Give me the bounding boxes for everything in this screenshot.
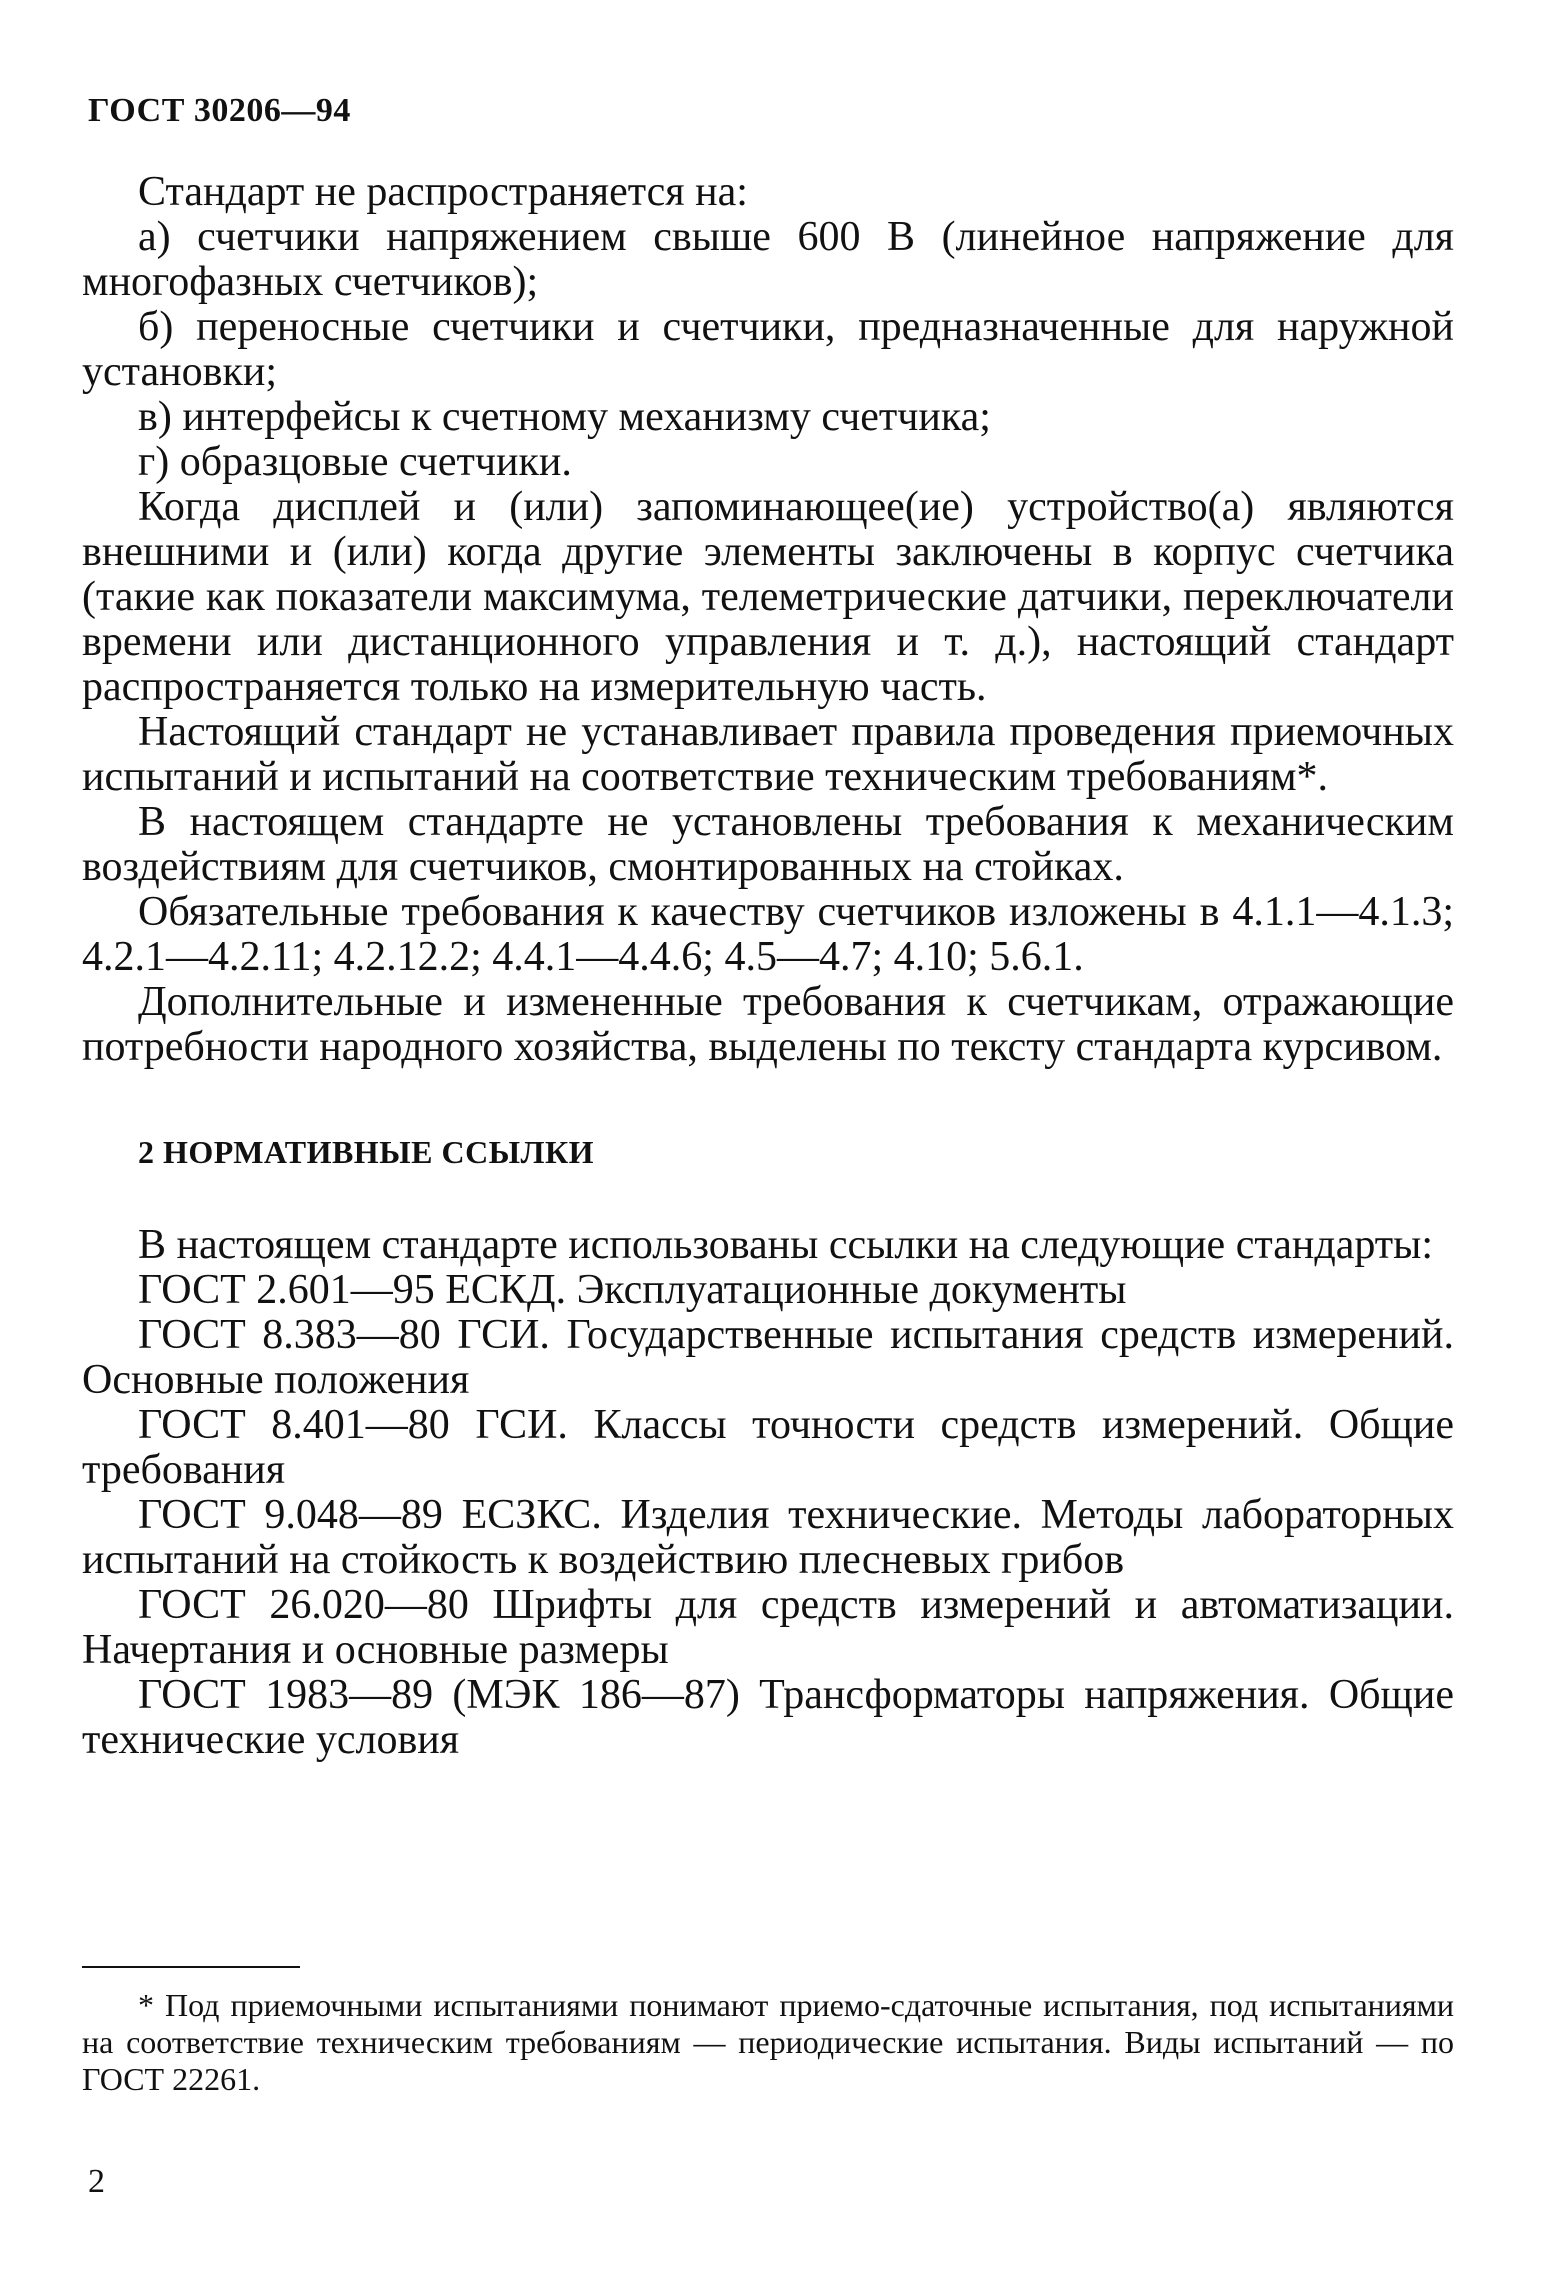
paragraph-additional: Дополнительные и измененные требования к счетчикам, отражающие потребности народного хозяйства, выделены по тексту стандарта курсивом. <box>82 979 1454 1070</box>
paragraph-display: Когда дисплей и (или) запоминающее(ие) устройство(а) являются внешними и (или) когда другие элементы заключены в корпус счетчика (такие как показатели максимума, телеметрические датчики, переключатели времени или дистанционного управления и т. д.), настоящий стандарт распространяется только на измерительную часть. <box>82 484 1454 710</box>
list-item-v: в) интерфейсы к счетному механизму счетчика; <box>138 394 991 440</box>
footnote: * Под приемочными испытаниями понимают приемо-сдаточные испытания, под испытаниями на соответствие техническим требованиям — периодические испытания. Виды испытаний — по ГОСТ 22261. <box>82 1987 1454 2097</box>
footnote-divider <box>82 1966 300 1968</box>
reference-item: ГОСТ 26.020—80 Шрифты для средств измерений и автоматизации. Начертания и основные размеры <box>82 1582 1454 1673</box>
page-number: 2 <box>88 2163 105 2200</box>
reference-item: ГОСТ 8.383—80 ГСИ. Государственные испытания средств измерений. Основные положения <box>82 1312 1454 1403</box>
document-body <box>82 170 1454 1763</box>
reference-item: ГОСТ 1983—89 (МЭК 186—87) Трансформаторы напряжения. Общие технические условия <box>82 1672 1454 1763</box>
paragraph-acceptance-tests: Настоящий стандарт не устанавливает правила проведения приемочных испытаний и испытаний на соответствие техническим требованиям*. <box>82 709 1454 800</box>
document-header: ГОСТ 30206—94 <box>88 92 351 129</box>
paragraph-mechanical: В настоящем стандарте не установлены требования к механическим воздействиям для счетчиков, смонтированных на стойках. <box>82 799 1454 890</box>
list-item-g: г) образцовые счетчики. <box>138 439 572 485</box>
paragraph-scope-intro: Стандарт не распространяется на: <box>138 169 748 215</box>
reference-item: ГОСТ 2.601—95 ЕСКД. Эксплуатационные документы <box>138 1267 1127 1313</box>
section-title: 2 НОРМАТИВНЫЕ ССЫЛКИ <box>138 1134 595 1170</box>
list-item-b: б) переносные счетчики и счетчики, предназначенные для наружной установки; <box>82 304 1454 395</box>
list-item-a: а) счетчики напряжением свыше 600 В (линейное напряжение для многофазных счетчиков); <box>82 214 1454 305</box>
reference-item: ГОСТ 8.401—80 ГСИ. Классы точности средств измерений. Общие требования <box>82 1402 1454 1493</box>
paragraph-mandatory: Обязательные требования к качеству счетчиков изложены в 4.1.1—4.1.3; 4.2.1—4.2.11; 4.2.12.2; 4.4.1—4.4.6; 4.5—4.7; 4.10; 5.6.1. <box>82 889 1454 980</box>
paragraph-references-intro: В настоящем стандарте использованы ссылки на следующие стандарты: <box>138 1222 1434 1268</box>
reference-item: ГОСТ 9.048—89 ЕСЗКС. Изделия технические. Методы лабораторных испытаний на стойкость к воздействию плесневых грибов <box>82 1492 1454 1583</box>
